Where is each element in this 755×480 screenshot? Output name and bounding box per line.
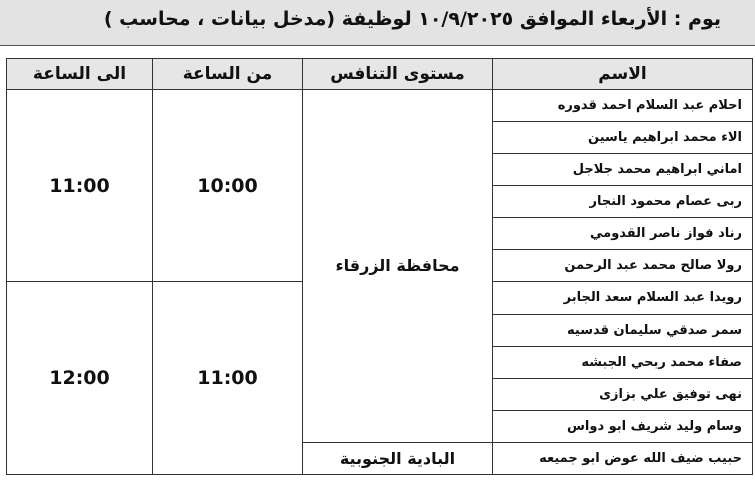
col-header-from: من الساعة <box>153 59 303 90</box>
name-cell: رولا صالح محمد عبد الرحمن <box>493 250 753 282</box>
name-cell: حبيب ضيف الله عوض ابو جميعه <box>493 442 753 474</box>
name-cell: صفاء محمد ربحي الجبشه <box>493 346 753 378</box>
header-row <box>7 59 753 90</box>
page-title: يوم : الأربعاء الموافق ١٠/٩/٢٠٢٥ لوظيفة (مدخل بيانات ، محاسب ) <box>103 8 721 30</box>
name-cell: سمر صدقي سليمان قدسيه <box>493 314 753 346</box>
name-cell: وسام وليد شريف ابو دواس <box>493 410 753 442</box>
to-time-cell: 12:00 <box>7 282 153 475</box>
name-cell: اماني ابراهيم محمد جلاجل <box>493 154 753 186</box>
name-cell: ربى عصام محمود النجار <box>493 186 753 218</box>
from-time-cell: 10:00 <box>153 90 303 282</box>
page-header <box>0 0 755 46</box>
col-header-to: الى الساعة <box>7 59 153 90</box>
table-row <box>7 90 753 122</box>
name-cell: رناد فواز ناصر القدومي <box>493 218 753 250</box>
schedule-table <box>6 58 753 475</box>
name-cell: نهى توفيق علي بزازى <box>493 378 753 410</box>
level-cell: محافظة الزرقاء <box>303 90 493 443</box>
col-header-name: الاسم <box>493 59 753 90</box>
level-cell: البادية الجنوبية <box>303 442 493 474</box>
from-time-cell: 11:00 <box>153 282 303 475</box>
name-cell: الاء محمد ابراهيم ياسين <box>493 122 753 154</box>
name-cell: احلام عبد السلام احمد قدوره <box>493 90 753 122</box>
col-header-level: مستوى التنافس <box>303 59 493 90</box>
to-time-cell: 11:00 <box>7 90 153 282</box>
name-cell: رويدا عبد السلام سعد الجابر <box>493 282 753 314</box>
